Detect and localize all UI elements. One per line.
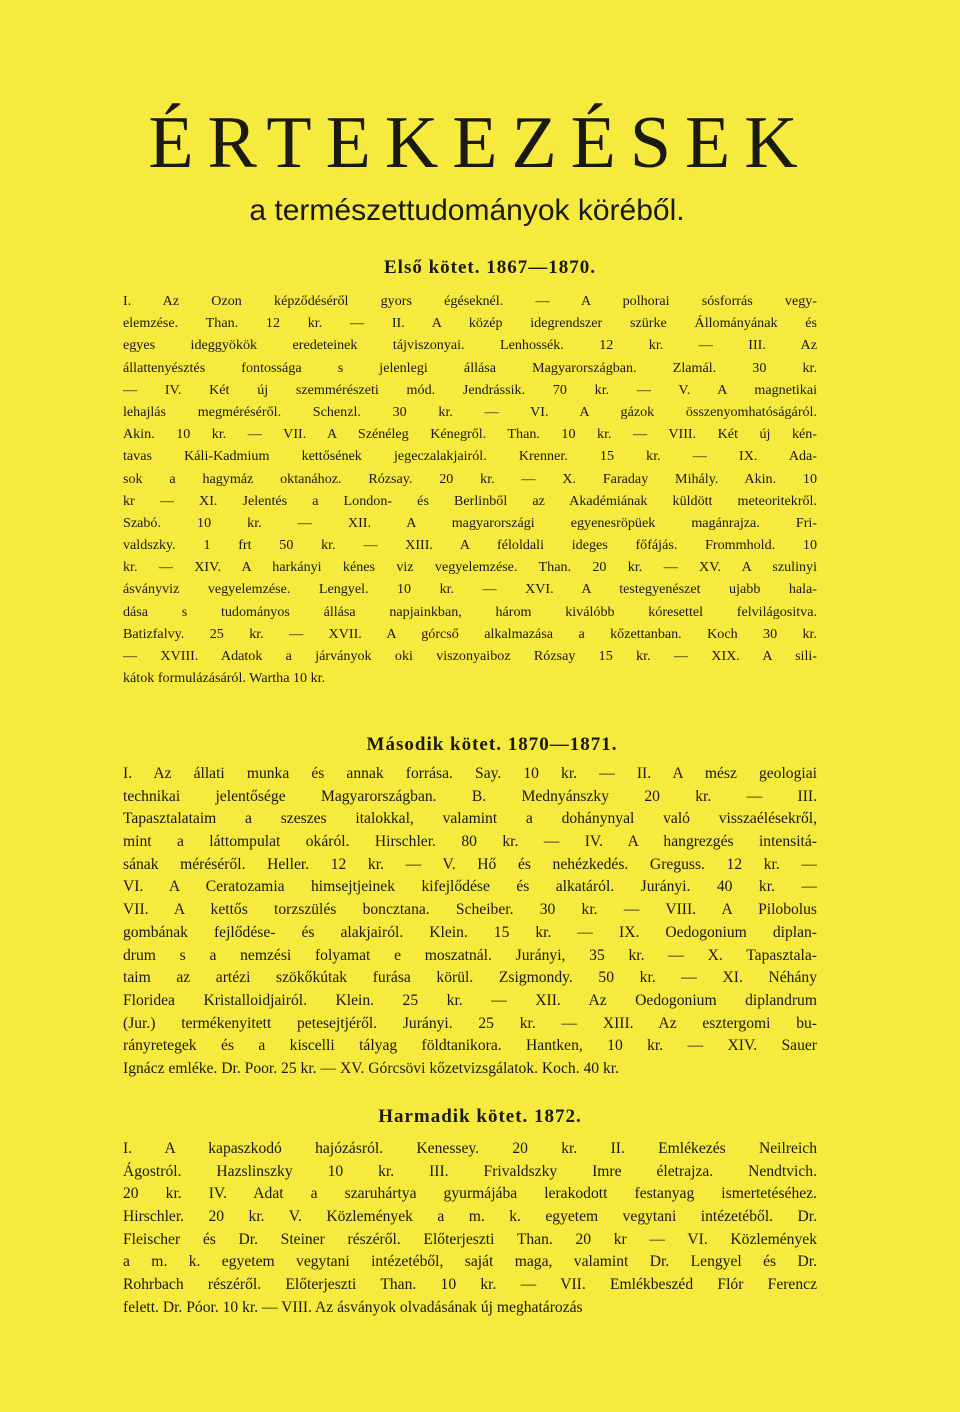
text-line: Tapasztalataim a szeszes italokkal, valamint a dohánynyal való visszaélésekről, bbox=[123, 810, 817, 828]
text-line: VI. A Ceratozamia himsejtjeinek kifejlődése és alkatáról. Jurányi. 40 kr. — bbox=[123, 878, 817, 896]
text-line: (Jur.) termékenyitett petesejtjéről. Jurányi. 25 kr. — XIII. Az esztergomi bu- bbox=[123, 1014, 817, 1032]
text-line: felett. Dr. Póor. 10 kr. — VIII. Az ásványok olvadásának új meghatározás bbox=[123, 1298, 583, 1316]
text-line: sának méréséről. Heller. 12 kr. — V. Hő és nehézkedés. Greguss. 12 kr. — bbox=[123, 855, 817, 873]
volume-heading-1: Első kötet. 1867—1870. bbox=[384, 257, 596, 278]
text-line: Ágostról. Hazslinszky 10 kr. III. Frivaldszky Imre életrajza. Nendtvich. bbox=[123, 1162, 817, 1180]
text-line: I. Az állati munka és annak forrása. Say. 10 kr. — II. A mész geologiai bbox=[123, 765, 817, 782]
text-line: a m. k. egyetem vegytani intézetéből, saját maga, valamint Dr. Lengyel és Dr. bbox=[123, 1253, 817, 1271]
text-line: Fleischer és Dr. Steiner részéről. Előterjeszti Than. 20 kr — VI. Közlemények bbox=[123, 1230, 817, 1248]
text-line: — IV. Két új szemmérészeti mód. Jendrássik. 70 kr. — V. A magnetikai bbox=[123, 381, 817, 398]
text-line: — XVIII. Adatok a járványok oki viszonyaiboz Rózsay 15 kr. — XIX. A sili- bbox=[123, 648, 817, 664]
volume-contents-1 bbox=[123, 290, 817, 689]
volume-contents-2 bbox=[123, 763, 817, 1081]
text-line: Batizfalvy. 25 kr. — XVII. A górcső alkalmazása a kőzettanban. Koch 30 kr. bbox=[123, 625, 817, 642]
volume-contents-3 bbox=[123, 1138, 817, 1320]
text-line: mint a láttompulat okáról. Hirschler. 80 kr. — IV. A hangrezgés intensitá- bbox=[123, 833, 817, 851]
text-line: I. A kapaszkodó hajózásról. Kenessey. 20 kr. II. Emlékezés Neilreich bbox=[123, 1140, 817, 1157]
text-line: állattenyésztés fontossága s jelenlegi állása Magyarországban. Zlamál. 30 kr. bbox=[123, 359, 817, 376]
text-line: lehajlás megméréséről. Schenzl. 30 kr. — VI. A gázok összenyomhatóságáról. bbox=[123, 403, 817, 420]
text-line: I. Az Ozon képződéséről gyors égéseknél. — A polhorai sósforrás vegy- bbox=[123, 293, 817, 309]
text-line: drum s a nemzési folyamat e moszatnál. Jurányi, 35 kr. — X. Tapasztala- bbox=[123, 946, 817, 964]
text-line: dása s tudományos állása napjainkban, három kiválóbb kóresettel felvilágositva. bbox=[123, 603, 817, 620]
text-line: valdszky. 1 frt 50 kr. — XIII. A féloldali ideges főfájás. Frommhold. 10 bbox=[123, 537, 817, 554]
page-subtitle: a természettudományok köréből. bbox=[249, 194, 685, 227]
text-line: sok a hagymáz oktanához. Rózsay. 20 kr. — X. Faraday Mihály. Akin. 10 bbox=[123, 470, 817, 487]
volume-heading-2: Második kötet. 1870—1871. bbox=[366, 734, 618, 755]
text-line: egyes ideggyökök eredeteinek tájviszonyai. Lenhossék. 12 kr. — III. Az bbox=[123, 337, 817, 354]
text-line: ásványviz vegyelemzése. Lengyel. 10 kr. — XVI. A testegyenészet ujabb hala- bbox=[123, 581, 817, 598]
text-line: VII. A kettős torzszülés bonczt​ana. Scheiber. 30 kr. — VIII. A Pilobolus bbox=[123, 901, 817, 919]
text-line: Szabó. 10 kr. — XII. A magyarországi egyenesröpüek magánrajza. Fri- bbox=[123, 514, 817, 531]
text-line: gombának fejlődése- és alakjairól. Klein. 15 kr. — IX. Oedogonium diplan- bbox=[123, 923, 817, 941]
page-title: ÉRTEKEZÉSEK bbox=[148, 102, 812, 184]
text-line: tavas Káli-Kadmium kettősének jegeczalakjairól. Krenner. 15 kr. — IX. Ada- bbox=[123, 448, 817, 465]
text-line: kátok formulázásáról. Wartha 10 kr. bbox=[123, 670, 326, 687]
text-line: Rohrbach részéről. Előterjeszti Than. 10 kr. — VII. Emlékbeszéd Flór Ferencz bbox=[123, 1276, 817, 1294]
text-line: kr — XI. Jelentés a London- és Berlinből az Akadémiának küldött meteoritekről. bbox=[123, 492, 817, 509]
volume-heading-3: Harmadik kötet. 1872. bbox=[378, 1106, 582, 1127]
text-line: taim az artézi szökőkútak furása körül. Zsigmondy. 50 kr. — XI. Néhány bbox=[123, 969, 817, 987]
text-line: Ignácz emléke. Dr. Poor. 25 kr. — XV. Górcsövi kőzetvizsgálatok. Koch. 40 kr. bbox=[123, 1059, 620, 1077]
text-line: elemzése. Than. 12 kr. — II. A közép idegrendszer szürke Állományának és bbox=[123, 315, 817, 332]
text-line: rányretegek és a kiscelli tályag földtanikora. Hantken, 10 kr. — XIV. Sauer bbox=[123, 1037, 817, 1055]
text-line: Hirschler. 20 kr. V. Közlemények a m. k. egyetem vegytani intézetéből. Dr. bbox=[123, 1208, 817, 1226]
text-line: Akin. 10 kr. — VII. A Szénéleg Kénegről. Than. 10 kr. — VIII. Két új kén- bbox=[123, 426, 817, 443]
text-line: technikai jelentősége Magyarországban. B. Mednyánszky 20 kr. — III. bbox=[123, 787, 817, 805]
text-line: Floridea Kristalloidjairól. Klein. 25 kr. — XII. Az Oedogonium diplandrum bbox=[123, 991, 817, 1009]
text-line: kr. — XIV. A harkányi kénes viz vegyelemzése. Than. 20 kr. — XV. A szulinyi bbox=[123, 559, 817, 576]
text-line: 20 kr. IV. Adat a szaruhártya gyurmájába lerakodott festanyag ismertetéséhez. bbox=[123, 1185, 817, 1203]
